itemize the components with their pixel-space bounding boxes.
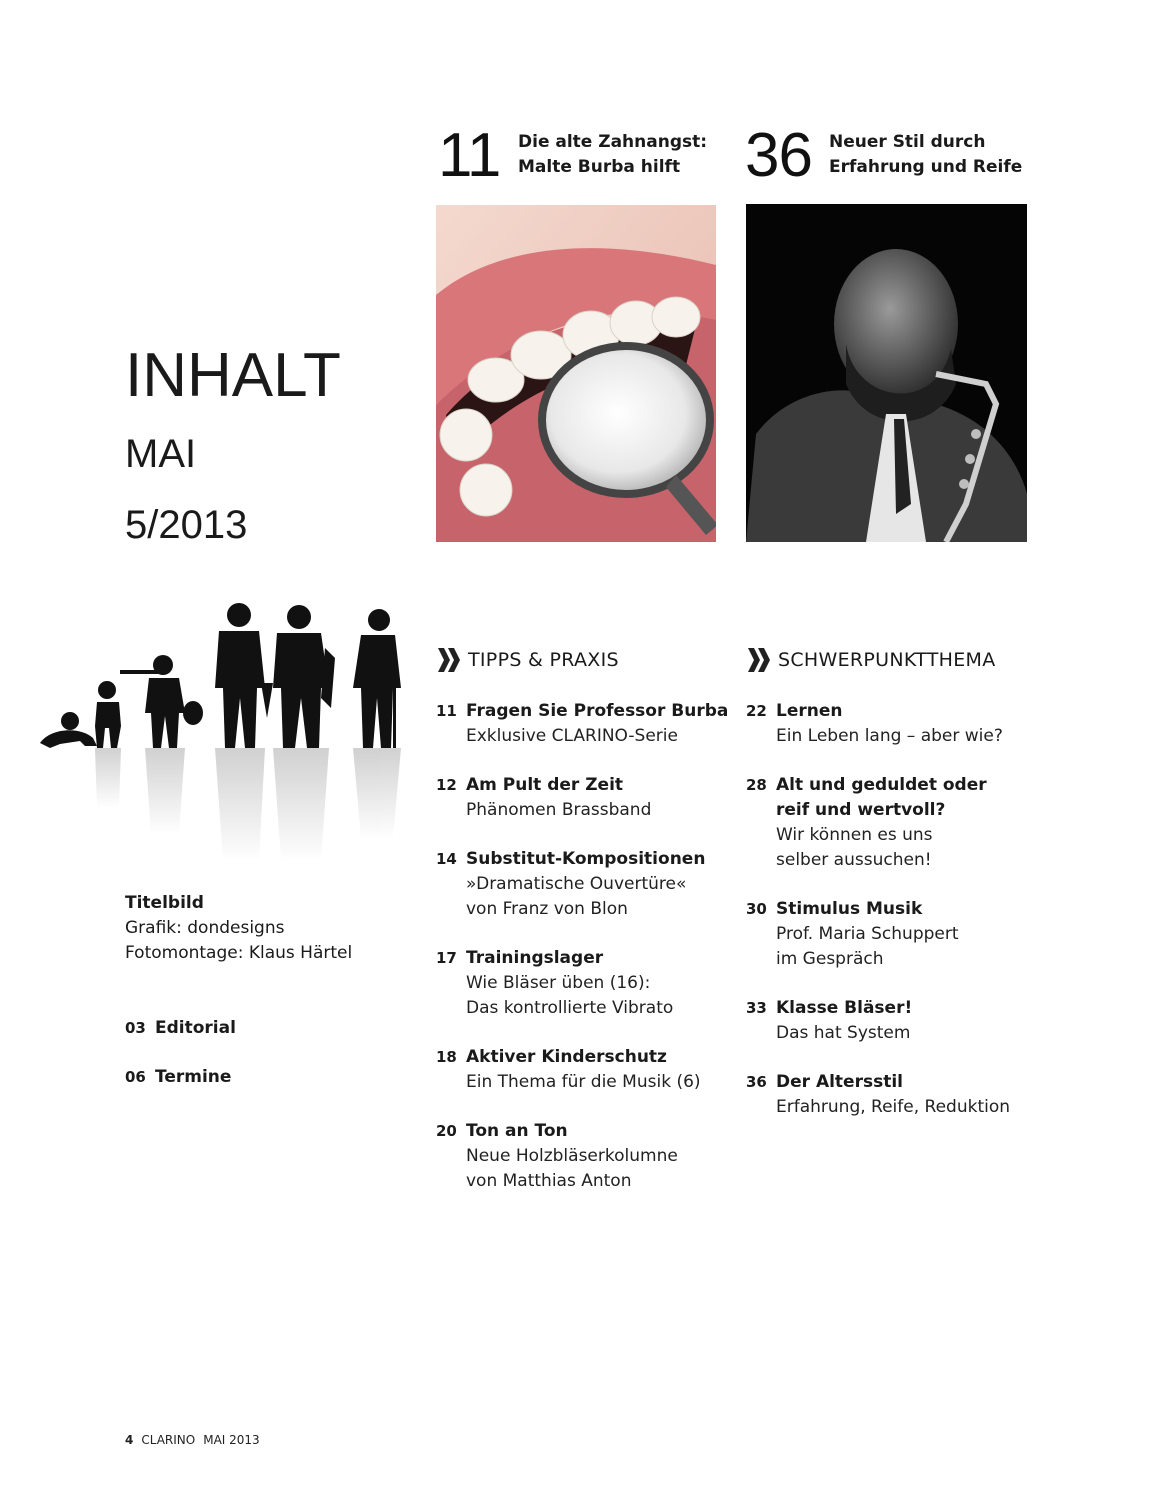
toc-sub: Phänomen Brassband xyxy=(466,800,652,820)
misc-label: Termine xyxy=(155,1067,232,1087)
life-stages-silhouette xyxy=(35,598,405,860)
issue-month: MAI xyxy=(125,432,197,476)
toc-entry[interactable] xyxy=(746,1070,1046,1120)
toc-page: 33 xyxy=(746,999,767,1017)
toc-entry[interactable] xyxy=(436,1045,736,1095)
toc-entry[interactable] xyxy=(436,699,736,749)
featured-number-2: 36 xyxy=(745,121,812,190)
featured-title-2[interactable]: Neuer Stil durch Erfahrung und Reife xyxy=(829,132,1023,177)
toc-title: Ton an Ton xyxy=(466,1121,568,1141)
toc-title: Lernen xyxy=(776,701,843,721)
toc-sub: Das hat System xyxy=(776,1023,911,1043)
credits-heading: Titelbild xyxy=(125,893,204,913)
double-chevron-icon xyxy=(436,646,462,674)
featured-title-1[interactable]: Die alte Zahnangst: Malte Burba hilft xyxy=(518,132,708,177)
toc-sub: Erfahrung, Reife, Reduktion xyxy=(776,1097,1011,1117)
misc-page: 03 xyxy=(125,1019,146,1037)
toc-tipps xyxy=(436,699,736,1218)
toc-entry[interactable] xyxy=(436,847,736,922)
toc-page: 12 xyxy=(436,776,457,794)
toc-entry[interactable] xyxy=(746,897,1046,972)
toc-entry[interactable] xyxy=(746,773,1046,873)
toc-title: Fragen Sie Professor Burba xyxy=(466,701,729,721)
section-heading-schwerpunkt xyxy=(746,646,996,674)
toc-entry[interactable] xyxy=(746,699,1046,749)
cover-credits xyxy=(125,891,352,966)
toc-sub: »Dramatische Ouvertüre« von Franz von Blon xyxy=(466,874,687,919)
saxophonist-photo xyxy=(746,204,1027,542)
toc-entry[interactable] xyxy=(746,996,1046,1046)
featured-number-1: 11 xyxy=(438,121,501,190)
section-heading-tipps xyxy=(436,646,619,674)
toc-page: 17 xyxy=(436,949,457,967)
page-title: INHALT xyxy=(125,341,341,410)
toc-sub: Prof. Maria Schuppert im Gespräch xyxy=(776,924,959,969)
toc-title: Der Altersstil xyxy=(776,1072,903,1092)
toc-sub: Wir können es uns selber aussuchen! xyxy=(776,825,933,870)
footer-issue: MAI 2013 xyxy=(203,1433,260,1447)
footer-magazine: CLARINO xyxy=(141,1433,196,1447)
toc-page: 28 xyxy=(746,776,767,794)
page-footer xyxy=(125,1433,260,1447)
toc-sub: Neue Holzbläserkolumne von Matthias Anton xyxy=(466,1146,678,1191)
double-chevron-icon xyxy=(746,646,772,674)
toc-page: 22 xyxy=(746,702,767,720)
misc-page: 06 xyxy=(125,1068,146,1086)
toc-schwerpunkt xyxy=(746,699,1046,1144)
toc-title: Klasse Bläser! xyxy=(776,998,913,1018)
issue-number: 5/2013 xyxy=(125,503,248,547)
section-label: TIPPS & PRAXIS xyxy=(468,649,619,671)
toc-entry[interactable] xyxy=(436,946,736,1021)
toc-sub: Exklusive CLARINO-Serie xyxy=(466,726,678,746)
toc-page: 18 xyxy=(436,1048,457,1066)
toc-entry[interactable] xyxy=(436,773,736,823)
toc-page: 36 xyxy=(746,1073,767,1091)
footer-page-number: 4 xyxy=(125,1433,134,1447)
toc-title: Aktiver Kinderschutz xyxy=(466,1047,667,1067)
toc-title: Stimulus Musik xyxy=(776,899,923,919)
toc-page: 14 xyxy=(436,850,457,868)
toc-page: 11 xyxy=(436,702,457,720)
toc-title: Alt und geduldet oder reif und wertvoll? xyxy=(776,775,987,820)
misc-entry-editorial[interactable] xyxy=(125,1016,236,1041)
dental-photo xyxy=(436,205,716,542)
misc-entry-termine[interactable] xyxy=(125,1065,231,1090)
toc-entry[interactable] xyxy=(436,1119,736,1194)
toc-page: 20 xyxy=(436,1122,457,1140)
credits-graphic: Grafik: dondesigns xyxy=(125,918,285,938)
credits-photomontage: Fotomontage: Klaus Härtel xyxy=(125,943,353,963)
toc-page: 30 xyxy=(746,900,767,918)
toc-sub: Ein Thema für die Musik (6) xyxy=(466,1072,701,1092)
toc-sub: Ein Leben lang – aber wie? xyxy=(776,726,1003,746)
toc-title: Trainingslager xyxy=(466,948,604,968)
toc-title: Substitut-Kompositionen xyxy=(466,849,706,869)
section-label: SCHWERPUNKTTHEMA xyxy=(778,649,996,671)
misc-label: Editorial xyxy=(155,1018,236,1038)
toc-sub: Wie Bläser üben (16): Das kontrollierte Vibrato xyxy=(466,973,674,1018)
toc-title: Am Pult der Zeit xyxy=(466,775,624,795)
